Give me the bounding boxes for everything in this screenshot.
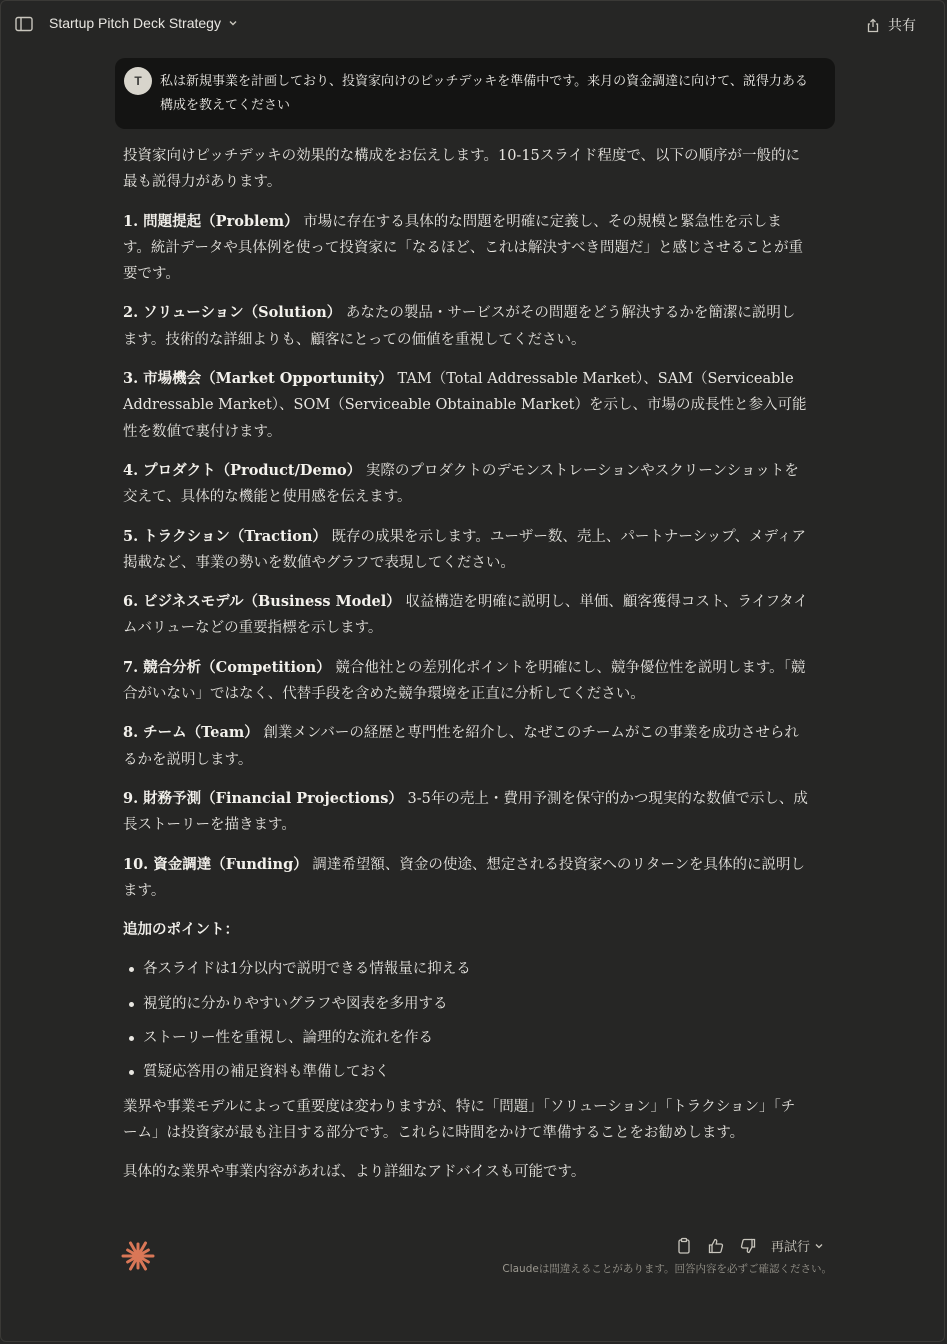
pitch-section	[123, 300, 808, 353]
claude-spark-logo	[121, 1239, 155, 1273]
points-heading: 追加のポイント：	[123, 921, 239, 939]
response-intro: 投資家向けピッチデッキの効果的な構成をお伝えします。10-15スライド程度で、以下の順序が一般的に最も説得力があります。	[123, 148, 801, 191]
section-body: 3-5年の売上・費用予測を保守的かつ現実的な数値で示し、成長ストーリーを描きます。	[123, 790, 808, 834]
conversation-title: Startup Pitch Deck Strategy	[49, 15, 221, 31]
section-heading: 2. ソリューション（Solution）	[123, 304, 342, 322]
section-heading: 9. 財務予測（Financial Projections）	[123, 789, 403, 807]
section-heading: 3. 市場機会（Market Opportunity）	[123, 370, 393, 388]
pitch-section	[123, 589, 808, 642]
section-body: 市場に存在する具体的な問題を明確に定義し、その規模と緊急性を示します。統計データや具体例を使って投資家に「なるほど、これは解決すべき問題だ」と感じさせることが重要です。	[123, 213, 804, 283]
section-body: 収益構造を明確に説明し、単価、顧客獲得コスト、ライフタイムバリューなどの重要指標を示します。	[123, 594, 808, 637]
list-item: ストーリー性を重視し、論理的な流れを作る	[123, 1025, 808, 1051]
chevron-down-icon	[814, 1241, 824, 1251]
section-body: TAM（Total Addressable Market）、SAM（Serviceable Addressable Market）、SOM（Serviceable Obtainable Market）を示し、市場の成長性と参入可能性を数値で裏付けます。	[123, 371, 807, 440]
pitch-section	[123, 458, 808, 511]
pitch-section	[123, 720, 808, 773]
chevron-down-icon	[228, 18, 238, 28]
share-label: 共有	[888, 17, 916, 33]
copy-icon[interactable]	[675, 1237, 693, 1255]
thumbs-down-icon[interactable]	[739, 1237, 757, 1255]
pitch-section	[123, 786, 808, 839]
section-body: 調達希望額、資金の使途、想定される投資家へのリターンを具体的に説明します。	[123, 856, 806, 899]
section-body: 競合他社との差別化ポイントを明確にし、競争優位性を説明します。「競合がいない」ではなく、代替手段を含めた競争環境を正直に分析してください。	[123, 659, 806, 703]
points-list	[123, 956, 808, 1085]
section-body: あなたの製品・サービスがその問題をどう解決するかを簡潔に説明します。技術的な詳細よりも、顧客にとっての価値を重視してください。	[123, 305, 796, 348]
pitch-section	[123, 852, 808, 905]
avatar: T	[124, 67, 152, 95]
section-heading: 1. 問題提起（Problem）	[123, 212, 299, 230]
share-button[interactable]	[866, 15, 916, 35]
disclaimer-text: Claudeは間違えることがあります。回答内容を必ずご確認ください。	[502, 1263, 832, 1275]
assistant-response	[123, 143, 808, 1199]
pitch-section	[123, 655, 808, 708]
message-actions	[675, 1236, 824, 1255]
closing-offer: 具体的な業界や事業内容があれば、より詳細なアドバイスも可能です。	[123, 1164, 586, 1181]
closing-paragraph: 業界や事業モデルによって重要度は変わりますが、特に「問題」「ソリューション」「トラクション」「チーム」は投資家が最も注目する部分です。これらに時間をかけて準備することをお勧めします。	[123, 1098, 796, 1141]
retry-button[interactable]	[771, 1236, 824, 1255]
list-item: 各スライドは1分以内で説明できる情報量に抑える	[123, 956, 808, 982]
section-body: 創業メンバーの経歴と専門性を紹介し、なぜこのチームがこの事業を成功させられるかを説明します。	[123, 725, 799, 768]
user-message-text: 私は新規事業を計画しており、投資家向けのピッチデッキを準備中です。来月の資金調達に向けて、説得力ある構成を教えてください	[160, 74, 808, 113]
share-icon	[866, 18, 880, 33]
thumbs-up-icon[interactable]	[707, 1237, 725, 1255]
section-body: 実際のプロダクトのデモンストレーションやスクリーンショットを交えて、具体的な機能と使用感を伝えます。	[123, 462, 799, 506]
pitch-section	[123, 366, 808, 445]
retry-label: 再試行	[770, 1240, 810, 1255]
user-message	[115, 58, 835, 129]
section-heading: 7. 競合分析（Competition）	[123, 658, 331, 676]
section-heading: 5. トラクション（Traction）	[123, 527, 327, 545]
section-heading: 6. ビジネスモデル（Business Model）	[123, 593, 401, 611]
top-bar	[1, 1, 944, 49]
section-body: 既存の成果を示します。ユーザー数、売上、パートナーシップ、メディア掲載など、事業の勢いを数値やグラフで表現してください。	[123, 528, 806, 571]
pitch-sections	[123, 209, 808, 905]
conversation-title-button[interactable]	[49, 15, 238, 31]
pitch-section	[123, 524, 808, 577]
pitch-section	[123, 209, 808, 288]
section-heading: 4. プロダクト（Product/Demo）	[123, 461, 362, 479]
list-item: 質疑応答用の補足資料も準備しておく	[123, 1059, 808, 1085]
section-heading: 10. 資金調達（Funding）	[123, 855, 308, 873]
list-item: 視覚的に分かりやすいグラフや図表を多用する	[123, 991, 808, 1017]
sidebar-toggle-icon[interactable]	[15, 16, 33, 32]
section-heading: 8. チーム（Team）	[123, 724, 259, 742]
